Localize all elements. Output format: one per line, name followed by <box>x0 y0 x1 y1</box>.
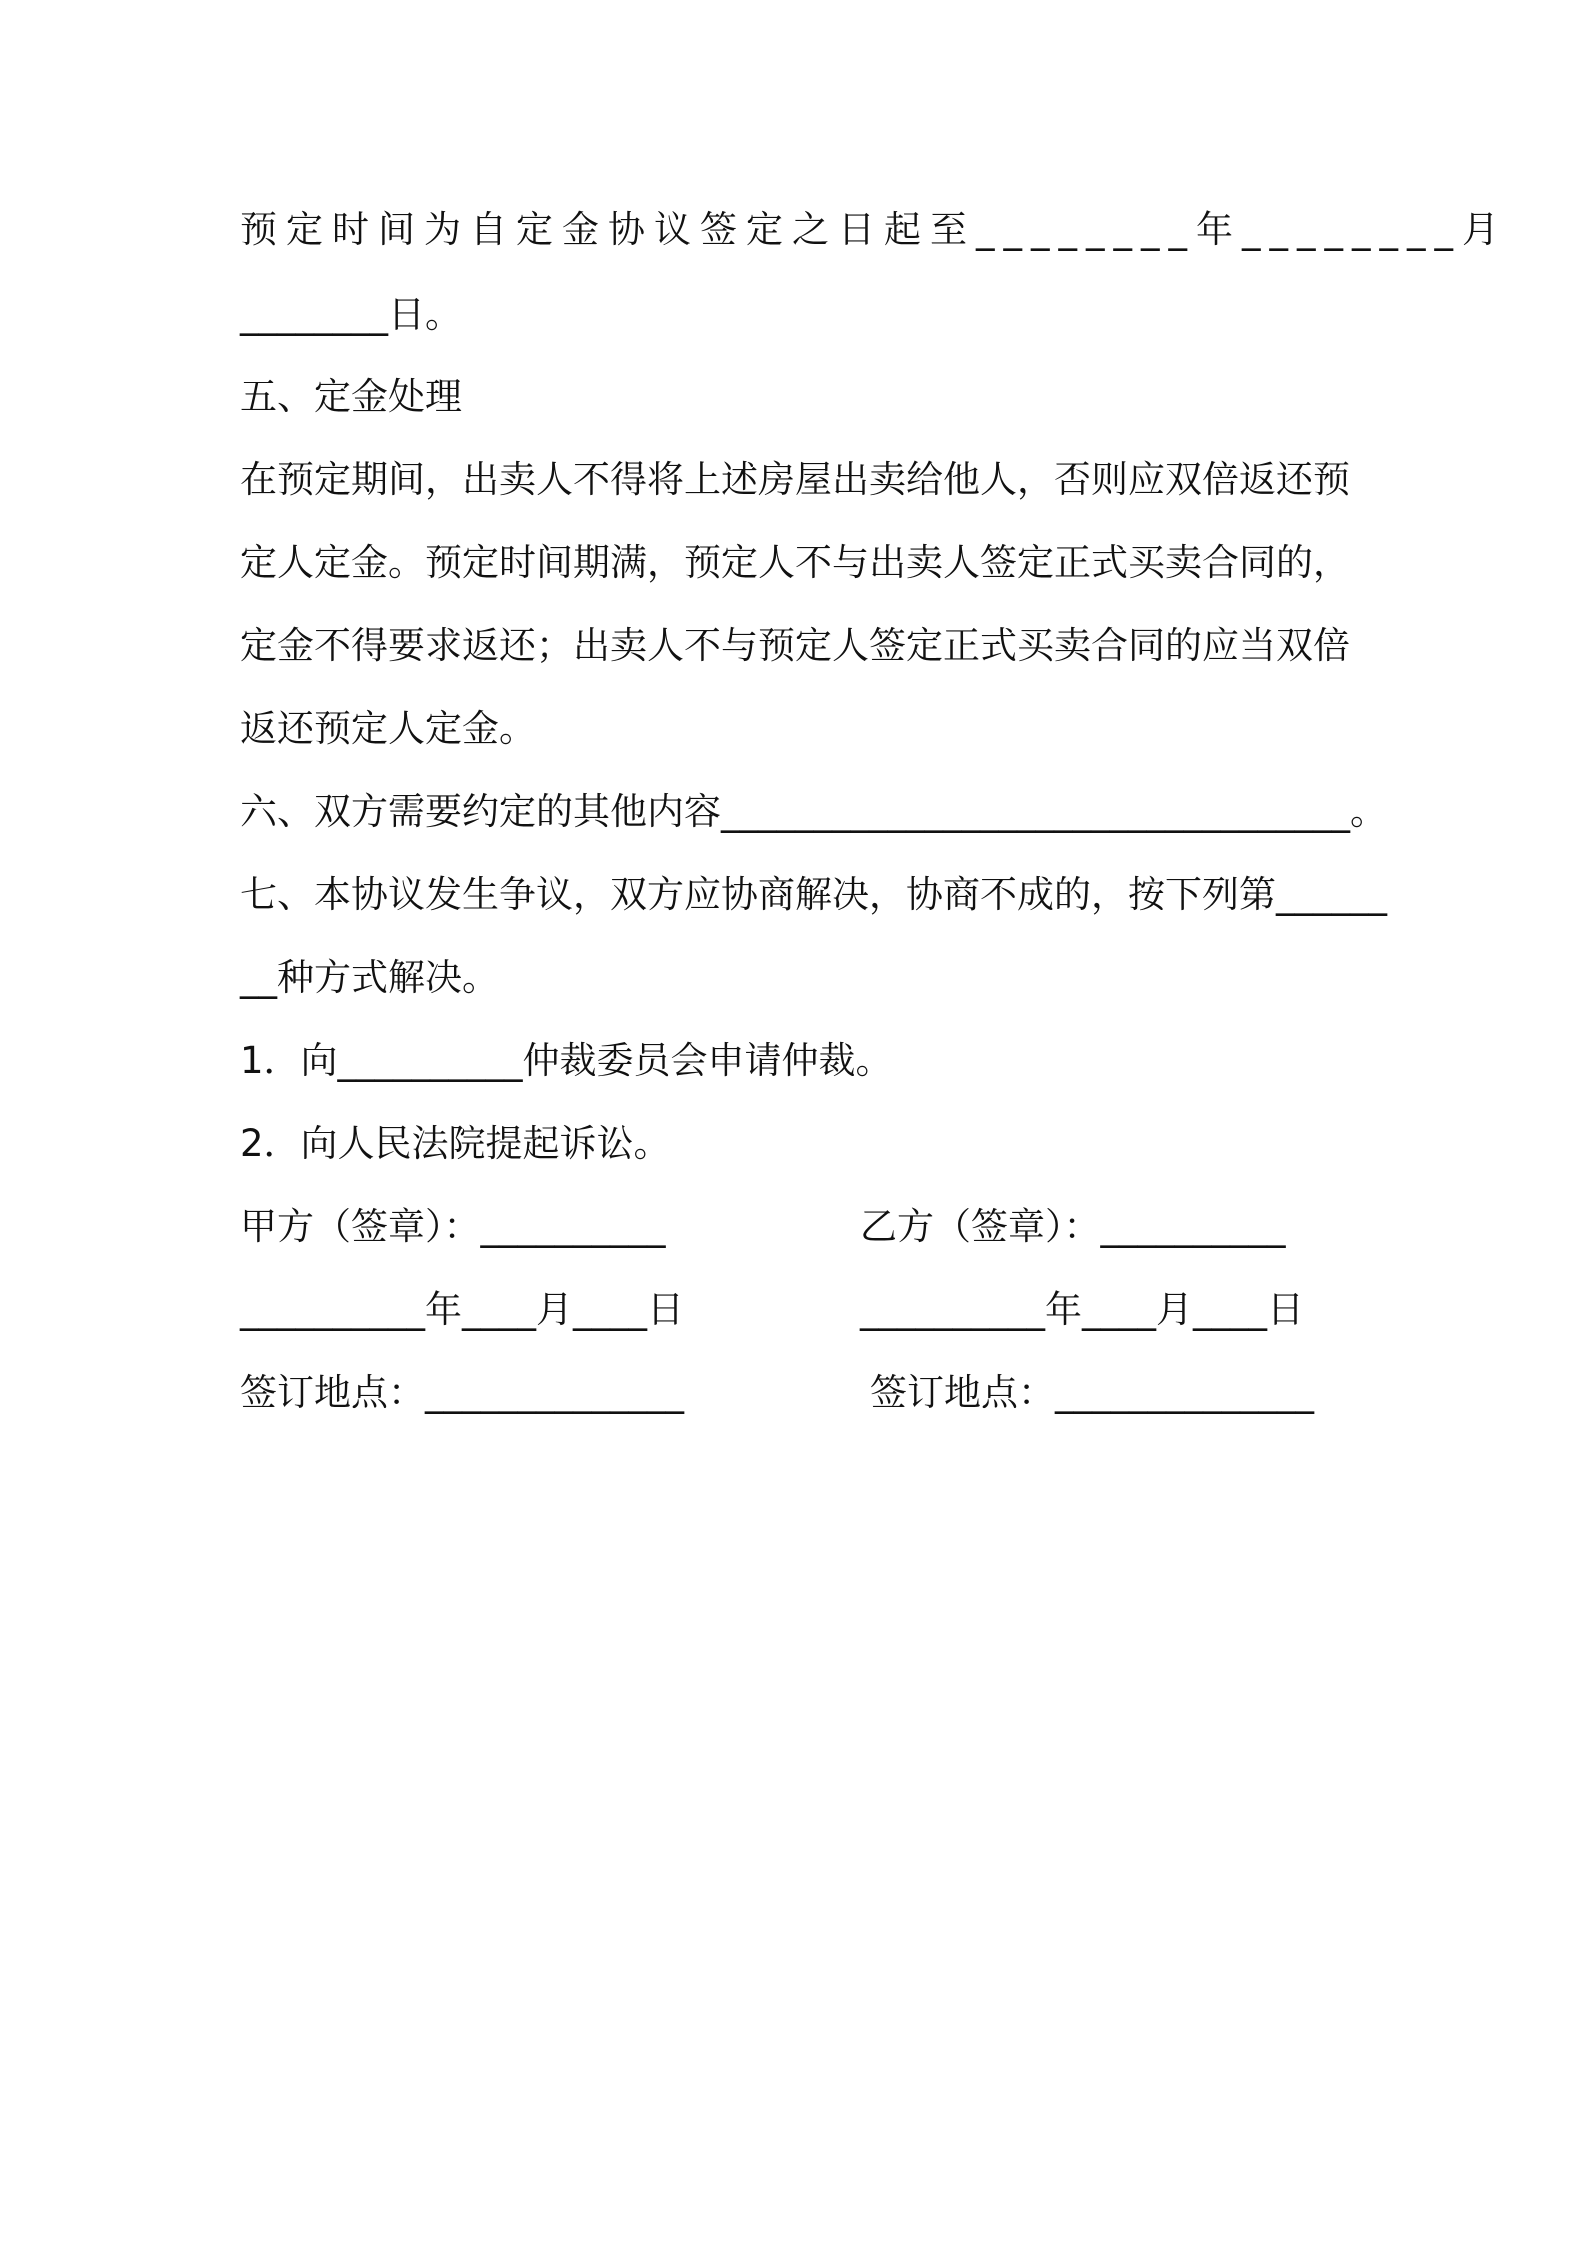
paragraph-line-4: 定人定金。预定时间期满，预定人不与出卖人签定正式买卖合同的， <box>240 541 1350 584</box>
party-a-place: 签订地点：______________ <box>240 1371 684 1414</box>
party-b-place: 签订地点：______________ <box>870 1371 1314 1414</box>
party-b-signature: 乙方（签章）：__________ <box>860 1205 1286 1248</box>
paragraph-line-1: 预定时间为自定金协议签定之日起至________年________月 <box>240 208 1508 251</box>
option-1: 1．向__________仲裁委员会申请仲裁。 <box>240 1039 893 1082</box>
paragraph-line-2: ________日。 <box>240 293 462 336</box>
paragraph-line-5: 定金不得要求返还；出卖人不与预定人签定正式买卖合同的应当双倍 <box>240 624 1350 667</box>
section-7-line-2: __种方式解决。 <box>240 956 499 999</box>
section-6-line: 六、双方需要约定的其他内容__________________________________。 <box>240 790 1387 833</box>
section-heading-5: 五、定金处理 <box>240 375 462 418</box>
party-a-date: __________年____月____日 <box>240 1288 684 1331</box>
paragraph-line-3: 在预定期间，出卖人不得将上述房屋出卖给他人，否则应双倍返还预 <box>240 458 1350 501</box>
section-7-line-1: 七、本协议发生争议，双方应协商解决，协商不成的，按下列第______ <box>240 873 1387 916</box>
party-a-signature: 甲方（签章）：__________ <box>240 1205 666 1248</box>
option-2: 2．向人民法院提起诉讼。 <box>240 1122 671 1165</box>
party-b-date: __________年____月____日 <box>860 1288 1304 1331</box>
paragraph-line-6: 返还预定人定金。 <box>240 707 536 750</box>
